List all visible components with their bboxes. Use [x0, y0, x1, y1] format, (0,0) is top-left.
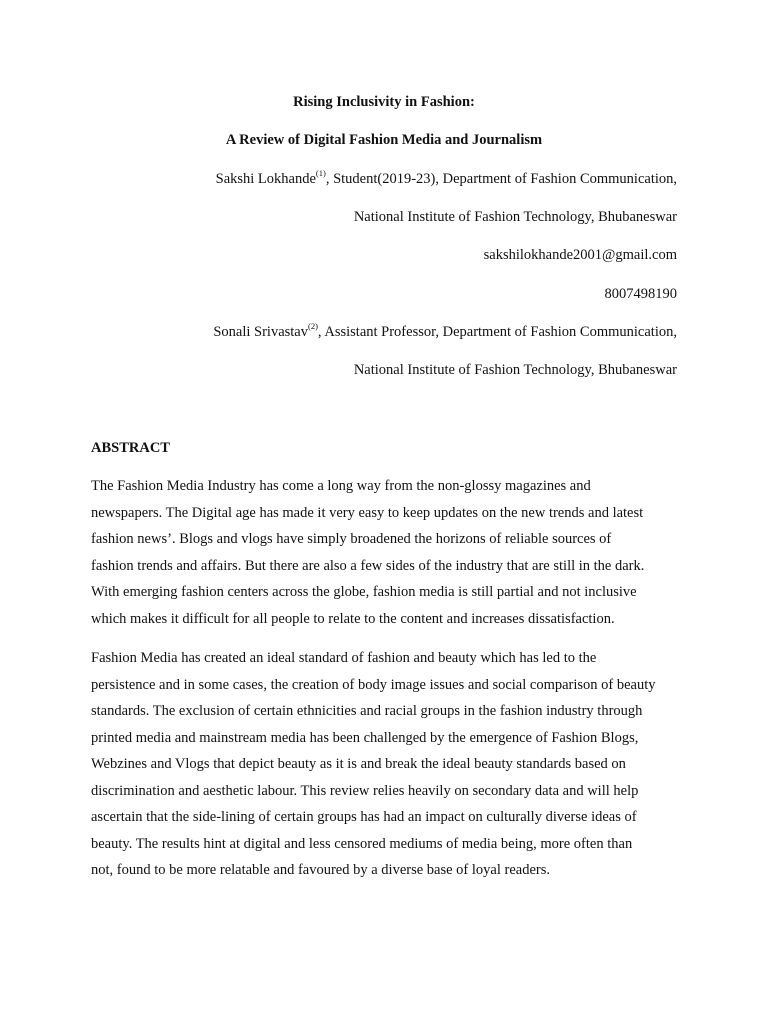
author-1-email: sakshilokhande2001@gmail.com [483, 247, 677, 263]
abstract-paragraph-1 [91, 473, 677, 632]
author-1-name: Sakshi Lokhande [215, 171, 316, 187]
author-2-affiliation-line [213, 321, 677, 341]
paragraph-line: Fashion Media has created an ideal standard of fashion and beauty which has led to the [91, 650, 597, 666]
author-2-role: , Assistant Professor, Department of Fashion Communication, [317, 324, 677, 340]
author-1-phone: 8007498190 [604, 286, 677, 302]
author-1-institute: National Institute of Fashion Technology, Bhubaneswar [353, 209, 677, 225]
paragraph-line: fashion trends and affairs. But there are also a few sides of the industry that are still in the dark. [91, 557, 645, 574]
author-2-superscript: (2) [308, 321, 318, 331]
author-1-affiliation-line [215, 168, 677, 188]
author-2-institute: National Institute of Fashion Technology, Bhubaneswar [353, 362, 677, 378]
paragraph-line: which makes it difficult for all people to relate to the content and increases dissatisfaction. [91, 610, 615, 627]
abstract-paragraph-2 [91, 645, 677, 884]
paragraph-line: Webzines and Vlogs that depict beauty as it is and break the ideal beauty standards based on [91, 756, 626, 772]
abstract-heading: ABSTRACT [91, 440, 170, 456]
paper-title: Rising Inclusivity in Fashion: [293, 94, 475, 110]
paragraph-line: standards. The exclusion of certain ethnicities and racial groups in the fashion industry through [91, 703, 643, 719]
paragraph-line: not, found to be more relatable and favoured by a diverse base of loyal readers. [91, 862, 550, 878]
paragraph-line: beauty. The results hint at digital and less censored mediums of media being, more often than [91, 835, 633, 852]
paragraph-line: The Fashion Media Industry has come a long way from the non-glossy magazines and [91, 478, 591, 494]
author-1-role: , Student(2019-23), Department of Fashion Communication, [325, 171, 677, 187]
paragraph-line: ascertain that the side-lining of certain groups has had an impact on culturally diverse ideas of [91, 809, 637, 825]
paragraph-line: newspapers. The Digital age has made it very easy to keep updates on the new trends and latest [91, 504, 644, 521]
author-2-name: Sonali Srivastav [213, 324, 308, 340]
paragraph-line: printed media and mainstream media has been challenged by the emergence of Fashion Blogs, [91, 729, 639, 746]
paper-subtitle: A Review of Digital Fashion Media and Journalism [225, 132, 543, 148]
paragraph-line: persistence and in some cases, the creation of body image issues and social comparison of beauty [91, 676, 656, 693]
author-1-superscript: (1) [315, 168, 326, 178]
paragraph-line: fashion news’. Blogs and vlogs have simply broadened the horizons of reliable sources of [91, 531, 612, 547]
paragraph-line: With emerging fashion centers across the globe, fashion media is still partial and not inclusive [91, 584, 637, 600]
paragraph-line: discrimination and aesthetic labour. This review relies heavily on secondary data and will help [91, 782, 639, 799]
